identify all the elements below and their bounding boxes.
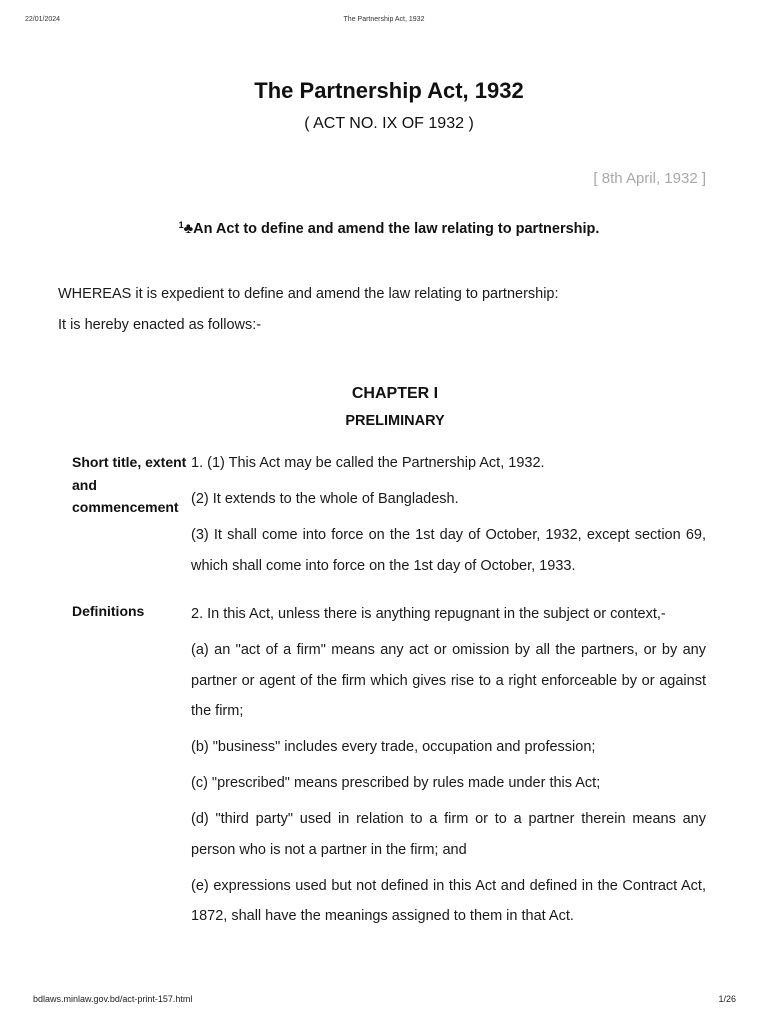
- source-url-link[interactable]: bdlaws.minlaw.gov.bd/act-print-157.html: [33, 994, 193, 1004]
- long-title: [0, 220, 768, 237]
- print-header: [0, 16, 768, 28]
- print-doc-title: The Partnership Act, 1932: [343, 16, 425, 23]
- section-paragraph: (3) It shall come into force on the 1st day of October, 1932, except section 69, which shall come into force on the 1st day of October, 1933.: [191, 527, 706, 574]
- section-paragraph: (c) "prescribed" means prescribed by rules made under this Act;: [191, 775, 601, 791]
- section-paragraph: 1. (1) This Act may be called the Partnership Act, 1932.: [191, 455, 545, 471]
- section-paragraph: (d) "third party" used in relation to a firm or to a partner therein means any person who is not a partner in the firm; and: [191, 811, 706, 858]
- section-body: [191, 599, 706, 937]
- preamble-enacting: It is hereby enacted as follows:-: [58, 317, 262, 333]
- section-paragraph: (e) expressions used but not defined in this Act and defined in the Contract Act, 1872, shall have the meanings assigned to them in that Act.: [191, 877, 706, 924]
- section-body: [191, 448, 706, 587]
- page-number: 1/26: [718, 994, 736, 1004]
- section-paragraph: (2) It extends to the whole of Bangladesh.: [191, 491, 459, 507]
- print-date: 22/01/2024: [25, 16, 61, 23]
- long-title-text: ♣An Act to define and amend the law relating to partnership.: [183, 221, 600, 237]
- section-paragraph: (a) an "act of a firm" means any act or omission by all the partners, or by any partner or agent of the firm which gives rise to a right enforceable by or against the firm;: [191, 642, 706, 719]
- marginal-note: Short title, extent and commencement: [72, 454, 187, 515]
- act-number: ( ACT NO. IX OF 1932 ): [304, 115, 474, 132]
- footnote-marker: 1: [178, 220, 184, 230]
- marginal-note: Definitions: [72, 603, 145, 619]
- chapter-title: PRELIMINARY: [345, 413, 445, 429]
- section-paragraph: (b) "business" includes every trade, occupation and profession;: [191, 739, 596, 755]
- chapter-number: CHAPTER I: [351, 385, 439, 402]
- preamble-whereas: WHEREAS it is expedient to define and amend the law relating to partnership:: [58, 286, 559, 302]
- act-title: The Partnership Act, 1932: [254, 78, 524, 103]
- section-paragraph: 2. In this Act, unless there is anything repugnant in the subject or context,-: [191, 606, 666, 622]
- act-date: [ 8th April, 1932 ]: [593, 170, 706, 187]
